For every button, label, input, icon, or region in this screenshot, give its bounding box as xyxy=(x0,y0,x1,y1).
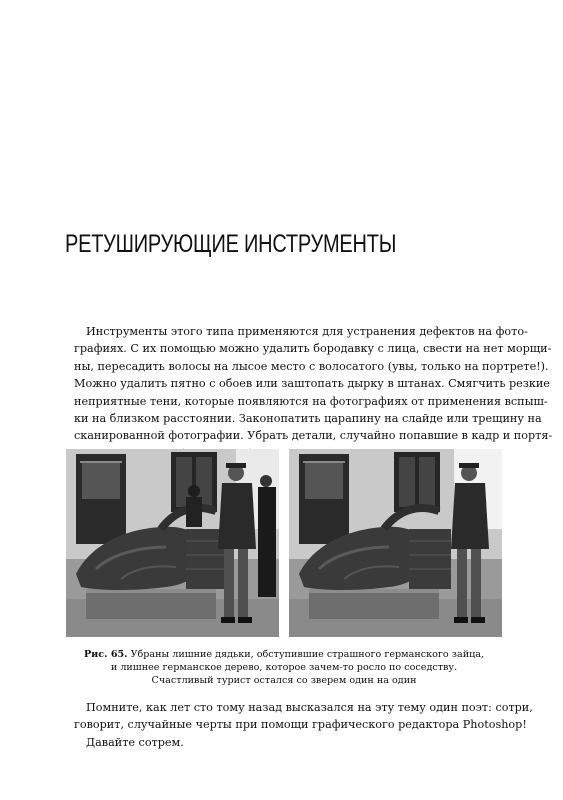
photo-before-retouch xyxy=(66,449,279,637)
text-line: неприятные тени, которые появляются на фотографиях от применения вспыш- xyxy=(74,394,548,408)
outro-paragraph xyxy=(74,699,533,734)
text-line: Инструменты этого типа применяются для устранения дефектов на фото- xyxy=(86,325,528,338)
text-line: сканированной фотографии. Убрать детали, случайно попавшие в кадр и портя- xyxy=(74,429,553,443)
text-line: Можно удалить пятно с обоев или заштопать дырку в штанах. Смягчить резкие xyxy=(74,377,550,391)
photo-after-retouch xyxy=(289,449,502,637)
closing-paragraph xyxy=(74,734,506,751)
text-line: Давайте сотрем. xyxy=(86,736,184,749)
text-line: графиях. С их помощью можно удалить бородавку с лица, свести на нет морщи- xyxy=(74,342,552,356)
intro-paragraph xyxy=(74,323,553,462)
text-line: говорит, случайные черты при помощи графического редактора Photoshop! xyxy=(74,718,527,732)
caption-line xyxy=(66,648,502,661)
text-line: Помните, как лет сто тому назад высказался на эту тему один поэт: сотри, xyxy=(86,701,533,714)
caption-line: и лишнее германское дерево, которое зачем-то росло по соседству. xyxy=(110,662,458,674)
figure-caption xyxy=(66,648,502,688)
section-heading: РЕТУШИРУЮЩИЕ ИНСТРУМЕНТЫ xyxy=(65,230,397,258)
caption-line: Счастливый турист остался со зверем один на один xyxy=(151,675,417,687)
caption-text: Убраны лишние дядьки, обступившие страшного германского зайца, xyxy=(130,649,485,660)
text-line: ны, пересадить волосы на лысое место с волосатого (увы, только на портрете!). xyxy=(74,359,549,373)
figure-label: Рис. 65. xyxy=(83,649,128,660)
text-line: ки на близком расстоянии. Законопатить царапину на слайде или трещину на xyxy=(74,412,542,426)
